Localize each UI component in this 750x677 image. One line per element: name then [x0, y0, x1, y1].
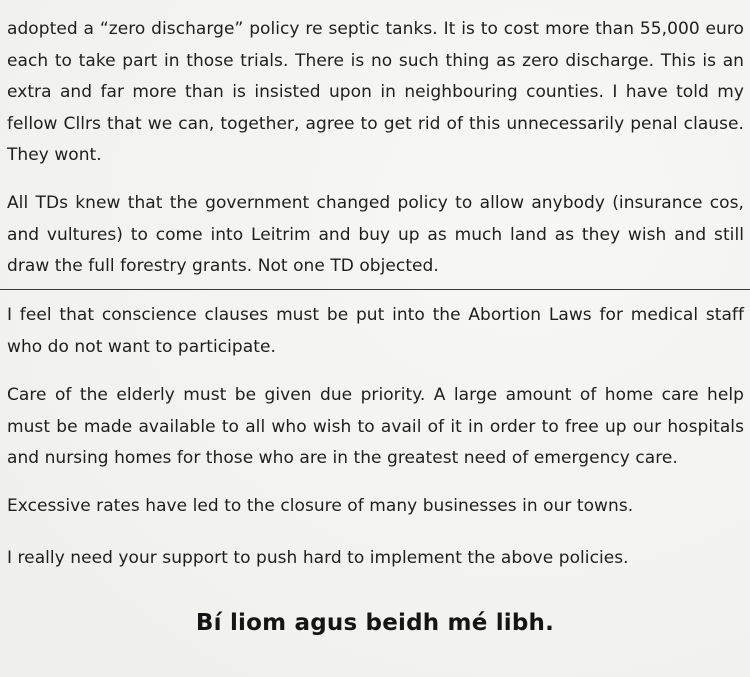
closing-slogan: Bí liom agus beidh mé libh. [195, 610, 555, 636]
paragraph-conscience-clauses: I feel that conscience clauses must be put into the Abortion Laws for medical staff who do not want to participate. [7, 305, 744, 357]
paragraph-support: I really need your support to push hard to implement the above policies. [7, 548, 629, 568]
paragraph-forestry-grants: All TDs knew that the government changed policy to allow anybody (insurance cos, and vultures) to come into Leitrim and buy up as much land as they wish and still draw the full forestry grants. Not one TD objected. [7, 193, 744, 276]
paragraph-septic-tanks: adopted a “zero discharge” policy re septic tanks. It is to cost more than 55,000 euro each to take part in those trials. There is no such thing as zero discharge. This is an extra and far more than is insisted upon in neighbouring counties. I have told my fellow Cllrs that we can, together, agree to get rid of this unnecessarily penal clause. They wont. [7, 19, 744, 165]
paragraph-elderly-care: Care of the elderly must be given due priority. A large amount of home care help must be made available to all who wish to avail of it in order to free up our hospitals and nursing homes for those who are in the greatest need of emergency care. [7, 385, 744, 468]
paragraph-rates: Excessive rates have led to the closure of many businesses in our towns. [7, 496, 634, 516]
divider-line [0, 289, 750, 290]
